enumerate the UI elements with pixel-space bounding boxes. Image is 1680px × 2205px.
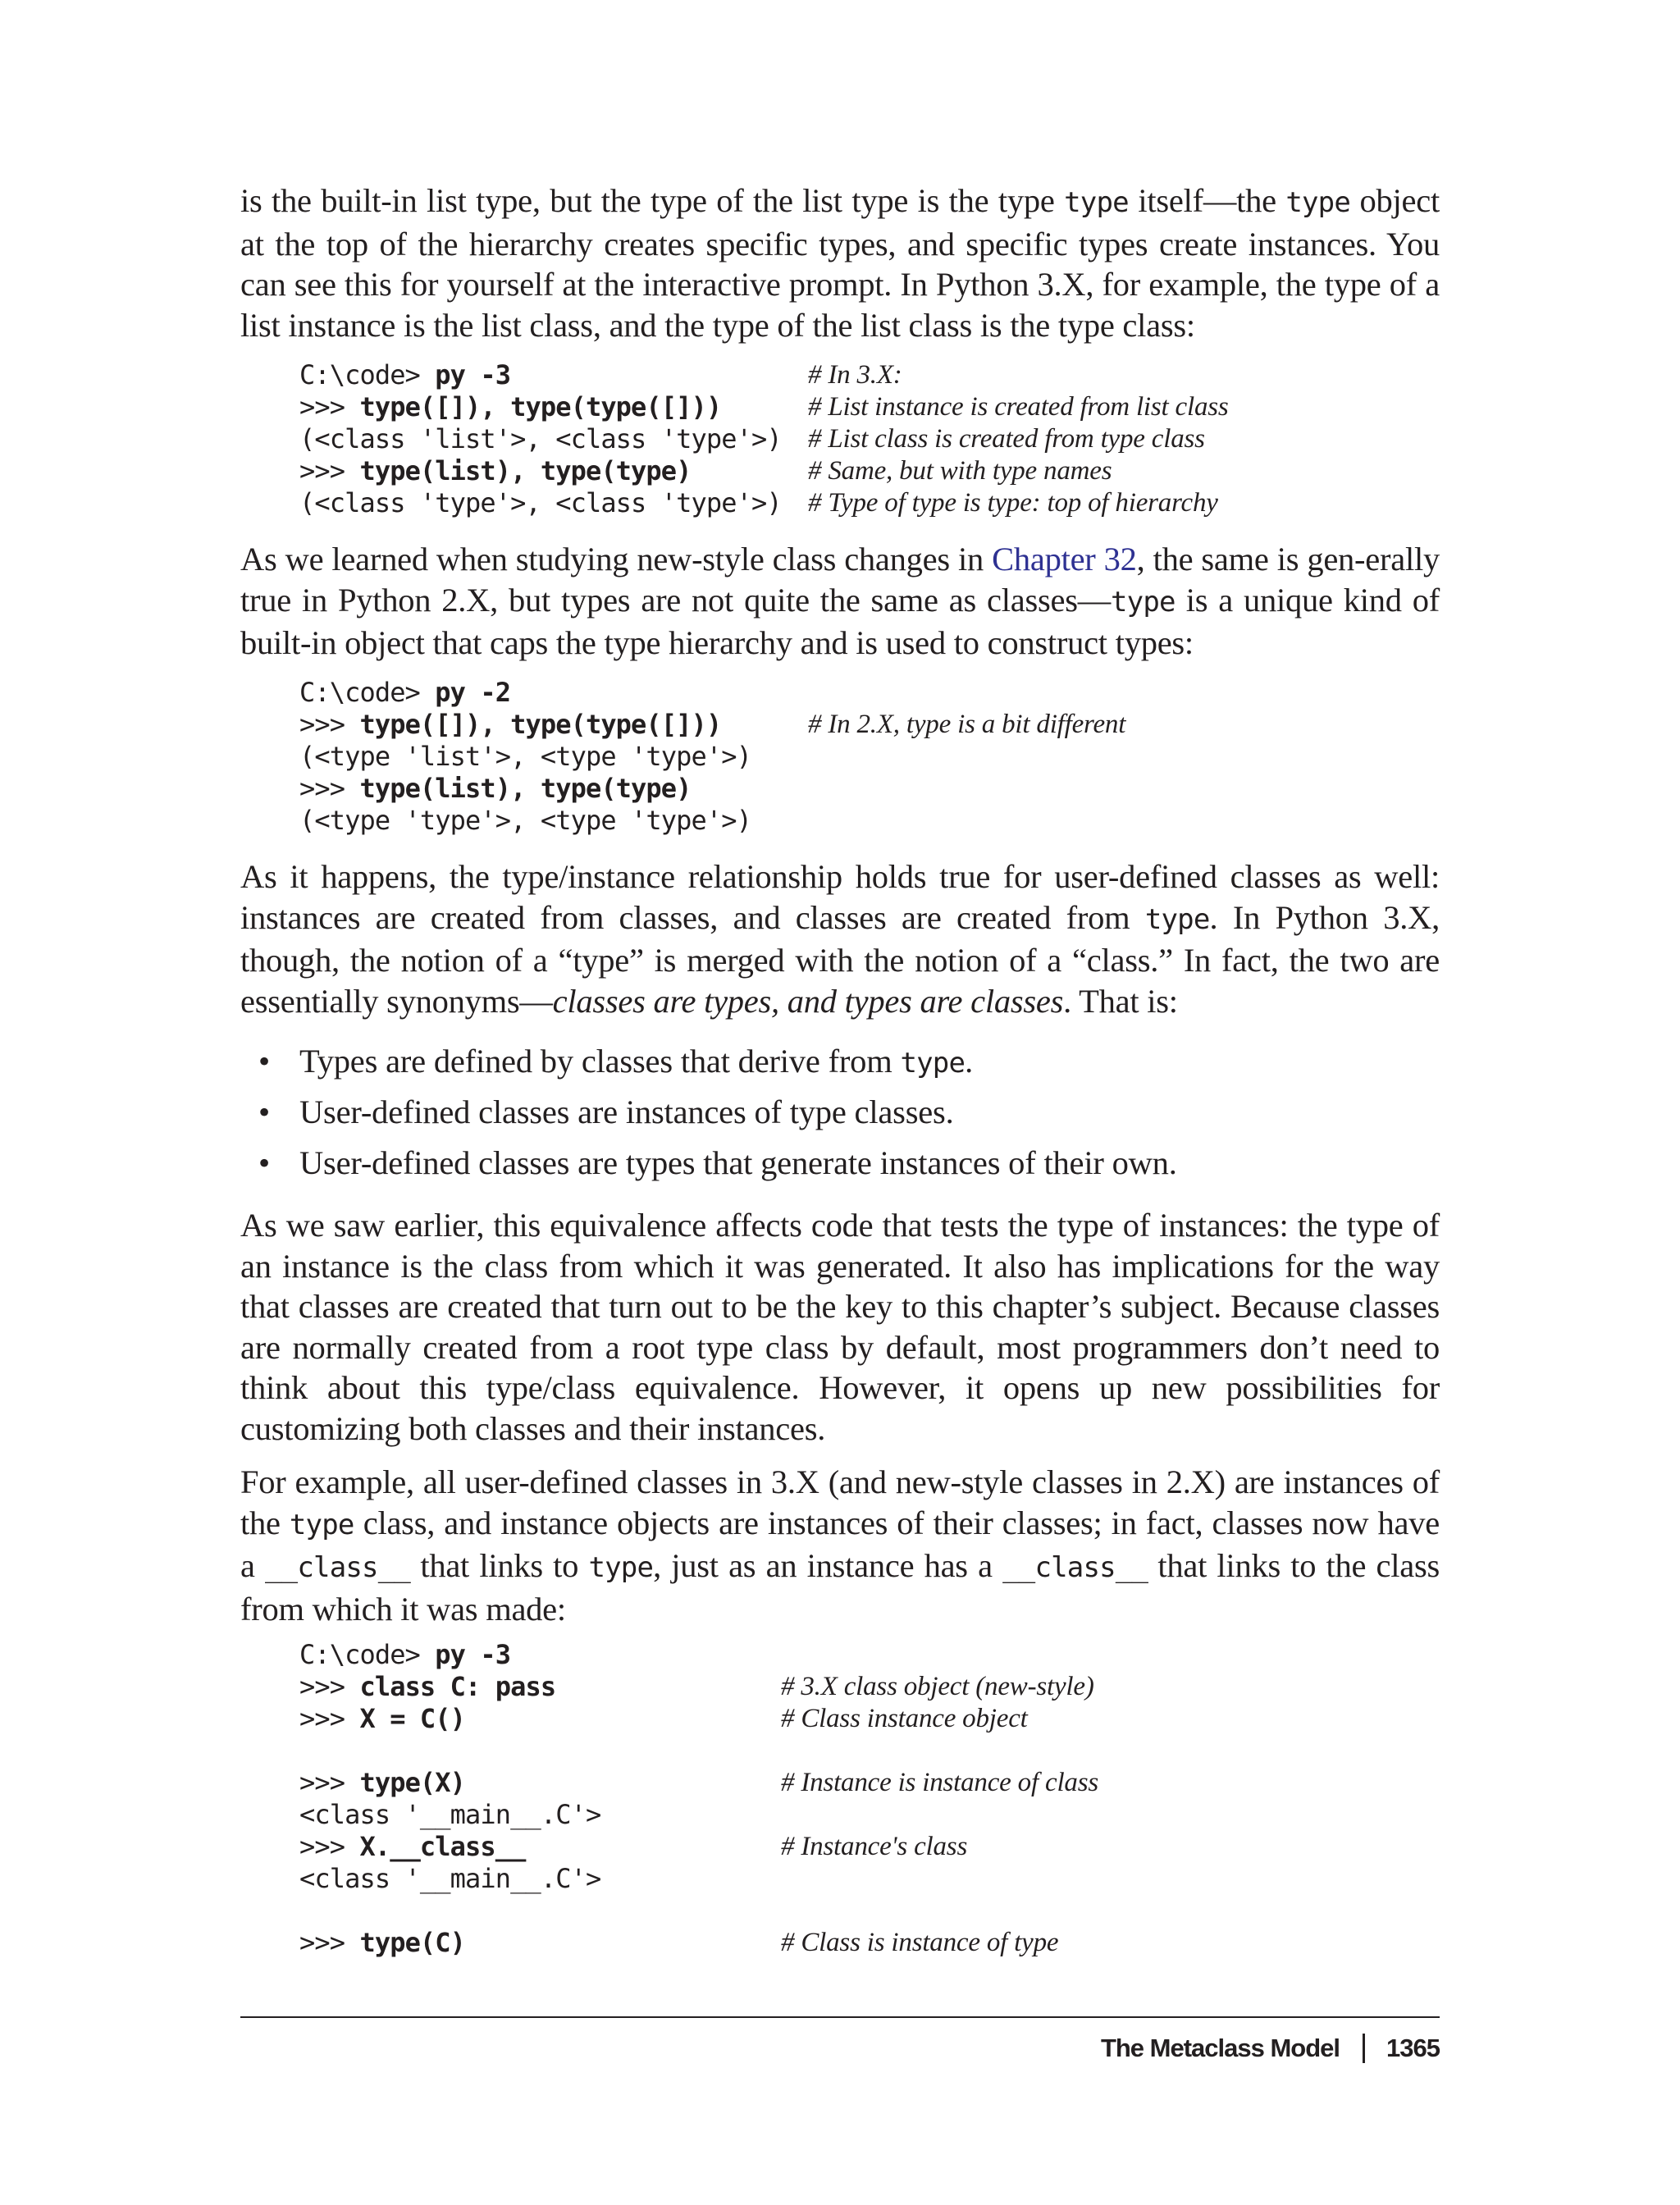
p5-text-e: that links to the class from which it was made: [240, 1547, 1440, 1628]
p2-text-b: , the same is gen-erally true in Python 2.X, but types are not quite the same as classes— [240, 541, 1440, 619]
code-comment: # Class instance object [781, 1704, 1028, 1733]
bullet-icon: • [258, 1093, 270, 1130]
inline-code: __class__ [1002, 1551, 1148, 1584]
code-line [299, 1735, 600, 1767]
paragraph-1 [240, 180, 1440, 345]
code-line: C:\code> py -2 [299, 677, 511, 708]
code-comment: # Instance's class [781, 1832, 968, 1861]
code-block-3 [299, 1639, 1098, 1959]
code-comment: # 3.X class object (new-style) [781, 1672, 1094, 1701]
inline-code: type [1064, 186, 1129, 219]
section-title: The Metaclass Model [1100, 2034, 1340, 2062]
p1-text-c: object at the top of the hierarchy creates specific types, and specific types create instances. You can see this for yourself at the interactive prompt. In Python 3.X, for example, the type of a list instance is the list class, and the type of the list class is the type class: [240, 182, 1440, 344]
code-comment: # Instance is instance of class [781, 1768, 1098, 1797]
p5-text-d: , just as an instance has a [653, 1547, 1003, 1584]
p5-text-c: that links to [410, 1547, 589, 1584]
inline-code: type [900, 1047, 966, 1080]
p3-text-b: . In Python 3.X, though, the notion of a “type” is merged with the notion of a “class.” In fact, the two are essentially synonyms— [240, 898, 1440, 1020]
code-line: >>> X.__class__ # Instance's class [299, 1831, 968, 1862]
code-line [299, 1895, 600, 1927]
chapter-32-link[interactable]: Chapter 32 [992, 541, 1137, 578]
code-line: >>> type([]), type(type([])) # List instance is created from list class [299, 391, 1229, 422]
code-line: <class '__main__.C'> [299, 1799, 601, 1830]
p3-text-c: . That is: [1063, 982, 1178, 1020]
page-number: 1365 [1386, 2034, 1440, 2062]
list-item: • User-defined classes are instances of type classes. [240, 1092, 1440, 1143]
inline-code: __class__ [265, 1551, 411, 1584]
code-line: >>> type(X) # Instance is instance of class [299, 1767, 1098, 1798]
paragraph-4 [240, 1205, 1440, 1449]
inline-code: type [588, 1551, 654, 1584]
code-line: C:\code> py -3 # In 3.X: [299, 359, 902, 390]
code-line: >>> type(list), type(type) [299, 773, 692, 804]
paragraph-5 [240, 1462, 1440, 1629]
code-line: (<type 'type'>, <type 'type'>) [299, 805, 751, 836]
p1-text-a: is the built-in list type, but the type of the list type is the type [240, 182, 1065, 219]
list-item: • User-defined classes are types that generate instances of their own. [240, 1143, 1440, 1194]
code-line: (<class 'type'>, <class 'type'>) # Type of type is type: top of hierarchy [299, 487, 1218, 518]
bullet-list [240, 1041, 1440, 1194]
inline-code: type [1285, 186, 1351, 219]
code-line: >>> type(C) # Class is instance of type [299, 1927, 1059, 1958]
footer-rule [240, 2016, 1440, 2018]
page-footer [1101, 2029, 1440, 2067]
p3-emphasis: classes are types, and types are classes [552, 982, 1064, 1020]
code-block-1 [299, 359, 1229, 519]
code-comment: # In 3.X: [808, 360, 902, 390]
inline-code: type [1144, 902, 1210, 936]
inline-code: type [289, 1508, 354, 1541]
code-comment: # List instance is created from list class [808, 392, 1229, 422]
code-block-2 [299, 677, 1126, 837]
code-line: (<type 'list'>, <type 'type'>) [299, 741, 751, 772]
code-line: >>> type(list), type(type) # Same, but with type names [299, 455, 1112, 486]
p4-text: As we saw earlier, this equivalence affects code that tests the type of instances: the type of an instance is the class from which it was generated. It also has implications for the way that classes are created that turn out to be the key to this chapter’s subject. Because classes are normally created from a root type class by default, most programmers don’t need to think about this type/class equivalence. However, it opens up new possibilities for customizing both classes and their instances. [240, 1207, 1440, 1447]
code-line: >>> class C: pass # 3.X class object (new-style) [299, 1671, 1094, 1702]
p2-text-a: As we learned when studying new-style class changes in [240, 541, 993, 578]
code-comment: # List class is created from type class [808, 424, 1205, 454]
code-comment: # Type of type is type: top of hierarchy [808, 488, 1218, 518]
code-line: C:\code> py -3 [299, 1639, 511, 1670]
code-comment: # Same, but with type names [808, 456, 1112, 486]
paragraph-2 [240, 539, 1440, 664]
p3-text-a: As it happens, the type/instance relationship holds true for user-defined classes as well: instances are created from classes, and classes are created from [240, 858, 1440, 936]
bullet-icon: • [258, 1144, 270, 1181]
p1-text-b: itself—the [1128, 182, 1286, 219]
inline-code: type [1111, 585, 1176, 619]
code-comment: # Class is instance of type [781, 1928, 1059, 1957]
bullet-icon: • [258, 1043, 270, 1080]
code-line: <class '__main__.C'> [299, 1863, 601, 1894]
paragraph-3 [240, 856, 1440, 1021]
footer-separator [1363, 2034, 1365, 2063]
code-comment: # In 2.X, type is a bit different [808, 710, 1126, 739]
code-line: >>> type([]), type(type([])) # In 2.X, type is a bit different [299, 709, 1126, 740]
code-line: (<class 'list'>, <class 'type'>) # List class is created from type class [299, 423, 1205, 454]
code-line: >>> X = C() # Class instance object [299, 1703, 1028, 1734]
p5-text-a: For example, all user-defined classes in 3.X (and new-style classes in 2.X) are instances of the [240, 1463, 1440, 1541]
list-item: • Types are defined by classes that derive from type. [240, 1041, 1440, 1092]
p5-text-b: class, and instance objects are instances of their classes; in fact, classes now have a [240, 1504, 1440, 1584]
p2-text-c: is a unique kind of built-in object that caps the type hierarchy and is used to construct types: [240, 581, 1440, 661]
